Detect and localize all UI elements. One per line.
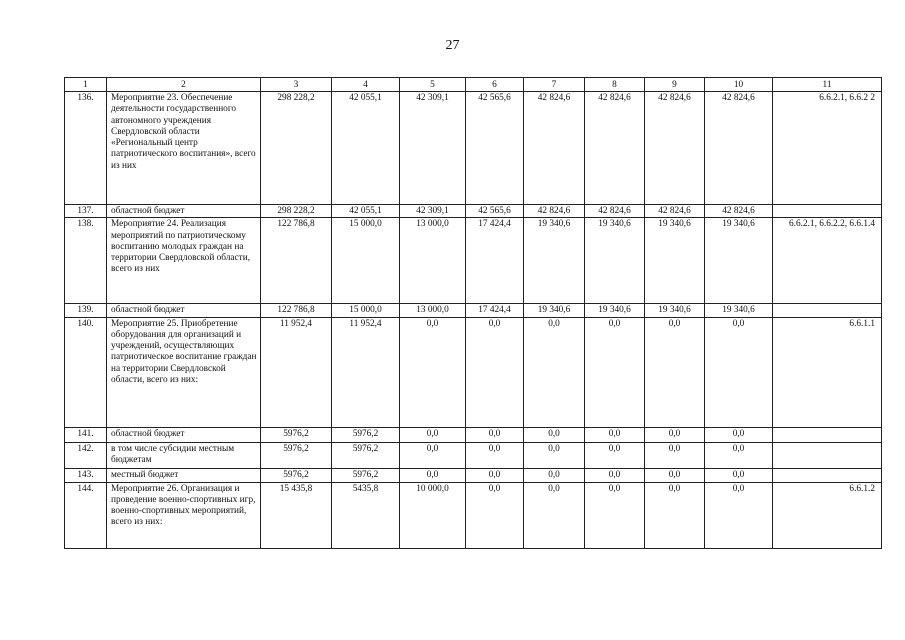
value-cell: 5976,2 xyxy=(261,427,332,442)
value-cell: 0,0 xyxy=(585,442,645,468)
target-code-cell: 6.6.2.1, 6.6.2 2 xyxy=(773,92,882,205)
table-row xyxy=(65,205,882,218)
table-header-row xyxy=(65,78,882,92)
value-cell: 42 824,6 xyxy=(585,92,645,205)
value-cell: 5976,2 xyxy=(332,468,400,482)
header-cell: 4 xyxy=(332,78,400,92)
target-code-cell: 6.6.1.1 xyxy=(773,317,882,427)
row-number-cell: 144. xyxy=(65,482,107,548)
target-code-cell: 6.6.2.1, 6.6.2.2, 6.6.1.4 xyxy=(773,218,882,304)
value-cell: 19 340,6 xyxy=(705,304,773,317)
table-row xyxy=(65,92,882,205)
value-cell: 42 565,6 xyxy=(466,205,524,218)
value-cell: 0,0 xyxy=(585,482,645,548)
value-cell: 0,0 xyxy=(585,468,645,482)
value-cell: 42 565,6 xyxy=(466,92,524,205)
header-cell: 11 xyxy=(773,78,882,92)
item-name-cell: Мероприятие 25. Приобретение оборудования для организаций и учреждений, осуществляющих патриотическое воспитание граждан на территории Свердловской области, всего из них: xyxy=(107,317,261,427)
value-cell: 42 824,6 xyxy=(524,92,585,205)
value-cell: 0,0 xyxy=(705,482,773,548)
header-cell: 10 xyxy=(705,78,773,92)
page-number: 27 xyxy=(445,38,460,53)
value-cell: 0,0 xyxy=(645,468,705,482)
value-cell: 42 824,6 xyxy=(705,205,773,218)
value-cell: 0,0 xyxy=(585,427,645,442)
target-code-cell xyxy=(773,468,882,482)
row-number-cell: 136. xyxy=(65,92,107,205)
budget-table xyxy=(64,77,882,549)
item-name-cell: Мероприятие 26. Организация и проведение военно-спортивных игр, военно-спортивных мероприятий, всего из них: xyxy=(107,482,261,548)
value-cell: 0,0 xyxy=(524,442,585,468)
value-cell: 11 952,4 xyxy=(261,317,332,427)
value-cell: 42 824,6 xyxy=(585,205,645,218)
item-name-cell: Мероприятие 23. Обеспечение деятельности государственного автономного учреждения Свердловской области «Региональный центр патриотического воспитания», всего из них xyxy=(107,92,261,205)
value-cell: 19 340,6 xyxy=(585,304,645,317)
value-cell: 5435,8 xyxy=(332,482,400,548)
item-name-cell: Мероприятие 24. Реализация мероприятий по патриотическому воспитанию молодых граждан на территории Свердловской области, всего из них xyxy=(107,218,261,304)
value-cell: 42 824,6 xyxy=(705,92,773,205)
row-number-cell: 140. xyxy=(65,317,107,427)
value-cell: 0,0 xyxy=(705,427,773,442)
value-cell: 0,0 xyxy=(400,317,466,427)
value-cell: 19 340,6 xyxy=(524,304,585,317)
value-cell: 5976,2 xyxy=(261,468,332,482)
row-number-cell: 141. xyxy=(65,427,107,442)
value-cell: 5976,2 xyxy=(332,442,400,468)
item-name-cell: областной бюджет xyxy=(107,427,261,442)
item-name-cell: в том числе субсидии местным бюджетам xyxy=(107,442,261,468)
value-cell: 13 000,0 xyxy=(400,218,466,304)
value-cell: 5976,2 xyxy=(332,427,400,442)
header-cell: 9 xyxy=(645,78,705,92)
row-number-cell: 138. xyxy=(65,218,107,304)
target-code-cell xyxy=(773,442,882,468)
target-code-cell xyxy=(773,205,882,218)
header-cell: 3 xyxy=(261,78,332,92)
value-cell: 0,0 xyxy=(400,468,466,482)
value-cell: 15 000,0 xyxy=(332,218,400,304)
value-cell: 0,0 xyxy=(466,427,524,442)
value-cell: 10 000,0 xyxy=(400,482,466,548)
value-cell: 0,0 xyxy=(524,468,585,482)
target-code-cell xyxy=(773,427,882,442)
table-row xyxy=(65,317,882,427)
value-cell: 122 786,8 xyxy=(261,218,332,304)
target-code-cell: 6.6.1.2 xyxy=(773,482,882,548)
value-cell: 5976,2 xyxy=(261,442,332,468)
value-cell: 0,0 xyxy=(400,427,466,442)
value-cell: 0,0 xyxy=(466,468,524,482)
value-cell: 0,0 xyxy=(705,468,773,482)
value-cell: 0,0 xyxy=(400,442,466,468)
value-cell: 11 952,4 xyxy=(332,317,400,427)
value-cell: 19 340,6 xyxy=(645,304,705,317)
value-cell: 0,0 xyxy=(645,317,705,427)
value-cell: 17 424,4 xyxy=(466,304,524,317)
header-cell: 8 xyxy=(585,78,645,92)
item-name-cell: местный бюджет xyxy=(107,468,261,482)
value-cell: 19 340,6 xyxy=(645,218,705,304)
target-code-cell xyxy=(773,304,882,317)
row-number-cell: 137. xyxy=(65,205,107,218)
value-cell: 0,0 xyxy=(705,442,773,468)
value-cell: 19 340,6 xyxy=(524,218,585,304)
value-cell: 0,0 xyxy=(645,482,705,548)
header-cell: 7 xyxy=(524,78,585,92)
row-number-cell: 143. xyxy=(65,468,107,482)
row-number-cell: 142. xyxy=(65,442,107,468)
value-cell: 0,0 xyxy=(466,442,524,468)
value-cell: 0,0 xyxy=(524,317,585,427)
value-cell: 0,0 xyxy=(585,317,645,427)
table-row xyxy=(65,482,882,548)
item-name-cell: областной бюджет xyxy=(107,304,261,317)
value-cell: 42 055,1 xyxy=(332,205,400,218)
header-cell: 5 xyxy=(400,78,466,92)
value-cell: 42 824,6 xyxy=(524,205,585,218)
value-cell: 42 824,6 xyxy=(645,92,705,205)
value-cell: 0,0 xyxy=(524,482,585,548)
value-cell: 19 340,6 xyxy=(705,218,773,304)
table-row xyxy=(65,442,882,468)
value-cell: 122 786,8 xyxy=(261,304,332,317)
row-number-cell: 139. xyxy=(65,304,107,317)
table-row xyxy=(65,427,882,442)
header-cell: 2 xyxy=(107,78,261,92)
header-cell: 6 xyxy=(466,78,524,92)
value-cell: 15 000,0 xyxy=(332,304,400,317)
value-cell: 0,0 xyxy=(524,427,585,442)
value-cell: 298 228,2 xyxy=(261,92,332,205)
value-cell: 42 309,1 xyxy=(400,92,466,205)
value-cell: 0,0 xyxy=(466,482,524,548)
value-cell: 19 340,6 xyxy=(585,218,645,304)
header-cell: 1 xyxy=(65,78,107,92)
table-row xyxy=(65,218,882,304)
table-row xyxy=(65,304,882,317)
value-cell: 15 435,8 xyxy=(261,482,332,548)
table-row xyxy=(65,468,882,482)
value-cell: 42 824,6 xyxy=(645,205,705,218)
value-cell: 0,0 xyxy=(466,317,524,427)
value-cell: 0,0 xyxy=(645,427,705,442)
value-cell: 0,0 xyxy=(645,442,705,468)
item-name-cell: областной бюджет xyxy=(107,205,261,218)
value-cell: 0,0 xyxy=(705,317,773,427)
value-cell: 298 228,2 xyxy=(261,205,332,218)
value-cell: 42 055,1 xyxy=(332,92,400,205)
value-cell: 42 309,1 xyxy=(400,205,466,218)
value-cell: 13 000,0 xyxy=(400,304,466,317)
value-cell: 17 424,4 xyxy=(466,218,524,304)
